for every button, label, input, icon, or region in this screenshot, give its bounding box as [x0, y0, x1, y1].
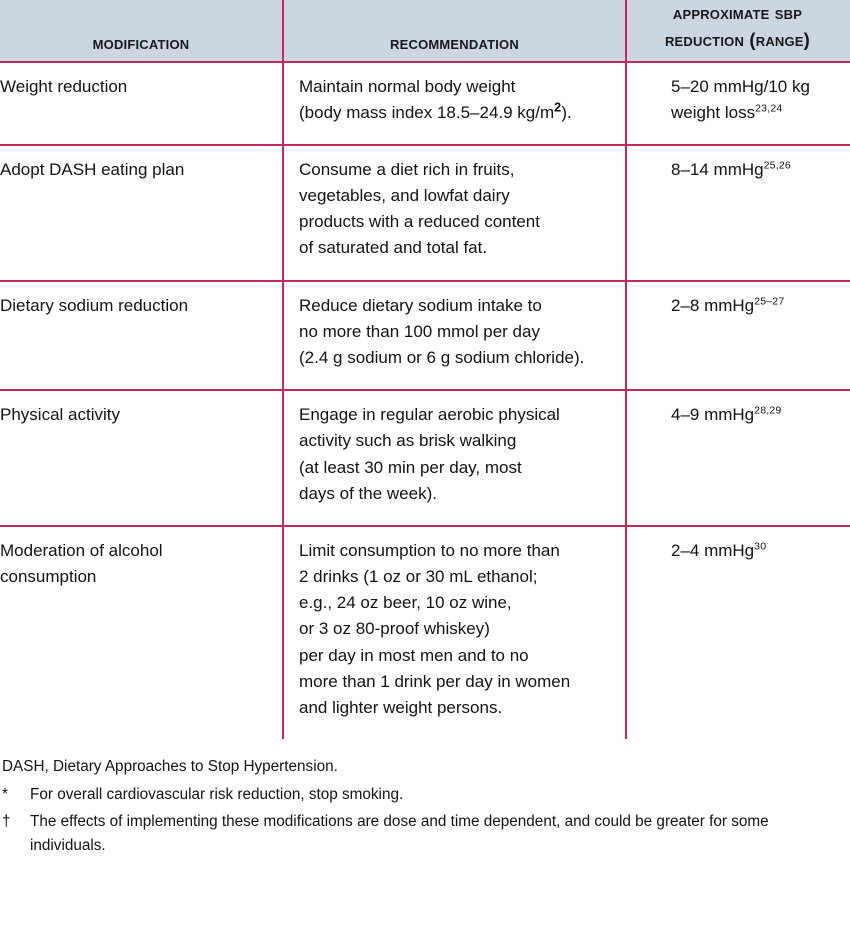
recommendation-line: (2.4 g sodium or 6 g sodium chloride).: [299, 348, 585, 367]
recommendation-line: Maintain normal body weight: [299, 76, 516, 96]
table-row: [0, 145, 850, 281]
footnote-text: For overall cardiovascular risk reduction, stop smoking.: [30, 785, 404, 803]
recommendation-line: (at least 30 min per day, most: [299, 457, 522, 477]
cell-sbp-reduction: [626, 281, 850, 391]
table-body: [0, 62, 850, 739]
column-header-sbp-reduction: [626, 0, 850, 62]
footnote-item: [2, 783, 846, 808]
superscript-reference: 25–27: [754, 295, 785, 307]
cell-sbp-reduction: [626, 62, 850, 145]
recommendation-line: Engage in regular aerobic physical: [299, 405, 560, 425]
cell-modification: [0, 62, 283, 145]
modification-text: Adopt DASH eating plan: [0, 159, 185, 179]
sbp-line: 5–20 mmHg/10 kg: [671, 76, 810, 96]
recommendation-line: per day in most men and to no: [299, 645, 529, 665]
recommendation-line: days of the week).: [299, 483, 437, 503]
recommendation-line: or 3 oz 80-proof whiskey): [299, 619, 490, 639]
sbp-line: [671, 100, 842, 126]
footnote-text: The effects of implementing these modifications are dose and time dependent, and could be greater for some individuals.: [30, 812, 769, 855]
table-header: [0, 0, 850, 62]
sbp-line: [671, 157, 842, 183]
cell-modification: [0, 145, 283, 281]
footnotes: [0, 739, 850, 859]
superscript-exponent: 2: [554, 100, 562, 115]
recommendation-line: and lighter weight persons.: [299, 697, 503, 717]
recommendation-line: activity such as brisk walking: [299, 431, 517, 451]
recommendation-line: vegetables, and lowfat dairy: [299, 186, 510, 206]
column-header-modification: [0, 0, 283, 62]
superscript-reference: 28,29: [754, 404, 782, 417]
sbp-line: [671, 402, 842, 428]
sbp-line: [671, 538, 842, 564]
recommendation-line: 2 drinks (1 oz or 30 mL ethanol;: [299, 567, 538, 587]
cell-recommendation: [283, 390, 626, 526]
recommendation-line-pre: (body mass index 18.5–24.9 kg/m: [299, 102, 555, 122]
cell-recommendation: [283, 62, 626, 145]
modification-text: Dietary sodium reduction: [0, 295, 189, 315]
column-header-recommendation-label: recommendation: [390, 31, 519, 53]
superscript-reference: 30: [754, 540, 767, 553]
modification-text: Weight reduction: [0, 76, 128, 96]
modification-text: Physical activity: [0, 405, 120, 425]
cell-recommendation: [283, 526, 626, 739]
sbp-line-pre: 8–14 mmHg: [671, 159, 764, 179]
sbp-line-pre: 2–8 mmHg: [671, 295, 755, 315]
sbp-line-pre: weight loss: [671, 102, 756, 122]
sbp-line: [671, 293, 842, 319]
table-row: [0, 390, 850, 526]
superscript-reference: 23,24: [755, 102, 783, 115]
column-header-sbp-reduction-line2: reduction (range): [664, 28, 811, 50]
footnote-marker: *: [2, 785, 8, 803]
table-row: [0, 281, 850, 391]
recommendation-line: e.g., 24 oz beer, 10 oz wine,: [299, 593, 512, 613]
superscript-reference: 25,26: [763, 159, 791, 172]
table-header-row: [0, 0, 850, 62]
column-header-modification-label: modification: [92, 31, 190, 53]
cell-sbp-reduction: [626, 390, 850, 526]
cell-modification: [0, 281, 283, 391]
footnote-marker: †: [2, 812, 11, 830]
column-header-sbp-reduction-line1: approximate sbp: [672, 2, 803, 23]
sbp-line-pre: 4–9 mmHg: [671, 405, 755, 425]
table-row: [0, 526, 850, 739]
footnote-abbreviation: DASH, Dietary Approaches to Stop Hypertension.: [2, 758, 338, 776]
recommendation-line: of saturated and total fat.: [299, 238, 488, 258]
cell-recommendation: [283, 145, 626, 281]
column-header-recommendation: [283, 0, 626, 62]
table-row: [0, 62, 850, 145]
cell-modification: [0, 526, 283, 739]
recommendation-line: Reduce dietary sodium intake to: [299, 295, 542, 315]
recommendation-line: Consume a diet rich in fruits,: [299, 159, 515, 179]
footnote-item: [2, 810, 846, 860]
modification-line: consumption: [0, 567, 97, 587]
modification-line: Moderation of alcohol: [0, 540, 163, 560]
cell-sbp-reduction: [626, 145, 850, 281]
recommendation-line-post: ).: [561, 102, 572, 122]
sbp-line-pre: 2–4 mmHg: [671, 540, 755, 560]
cell-modification: [0, 390, 283, 526]
recommendation-line: Limit consumption to no more than: [299, 540, 560, 560]
recommendation-line: [299, 100, 615, 126]
recommendation-line: products with a reduced content: [299, 212, 540, 232]
recommendation-line: no more than 100 mmol per day: [299, 321, 540, 341]
cell-sbp-reduction: [626, 526, 850, 739]
recommendation-line: more than 1 drink per day in women: [299, 671, 571, 691]
cell-recommendation: [283, 281, 626, 391]
